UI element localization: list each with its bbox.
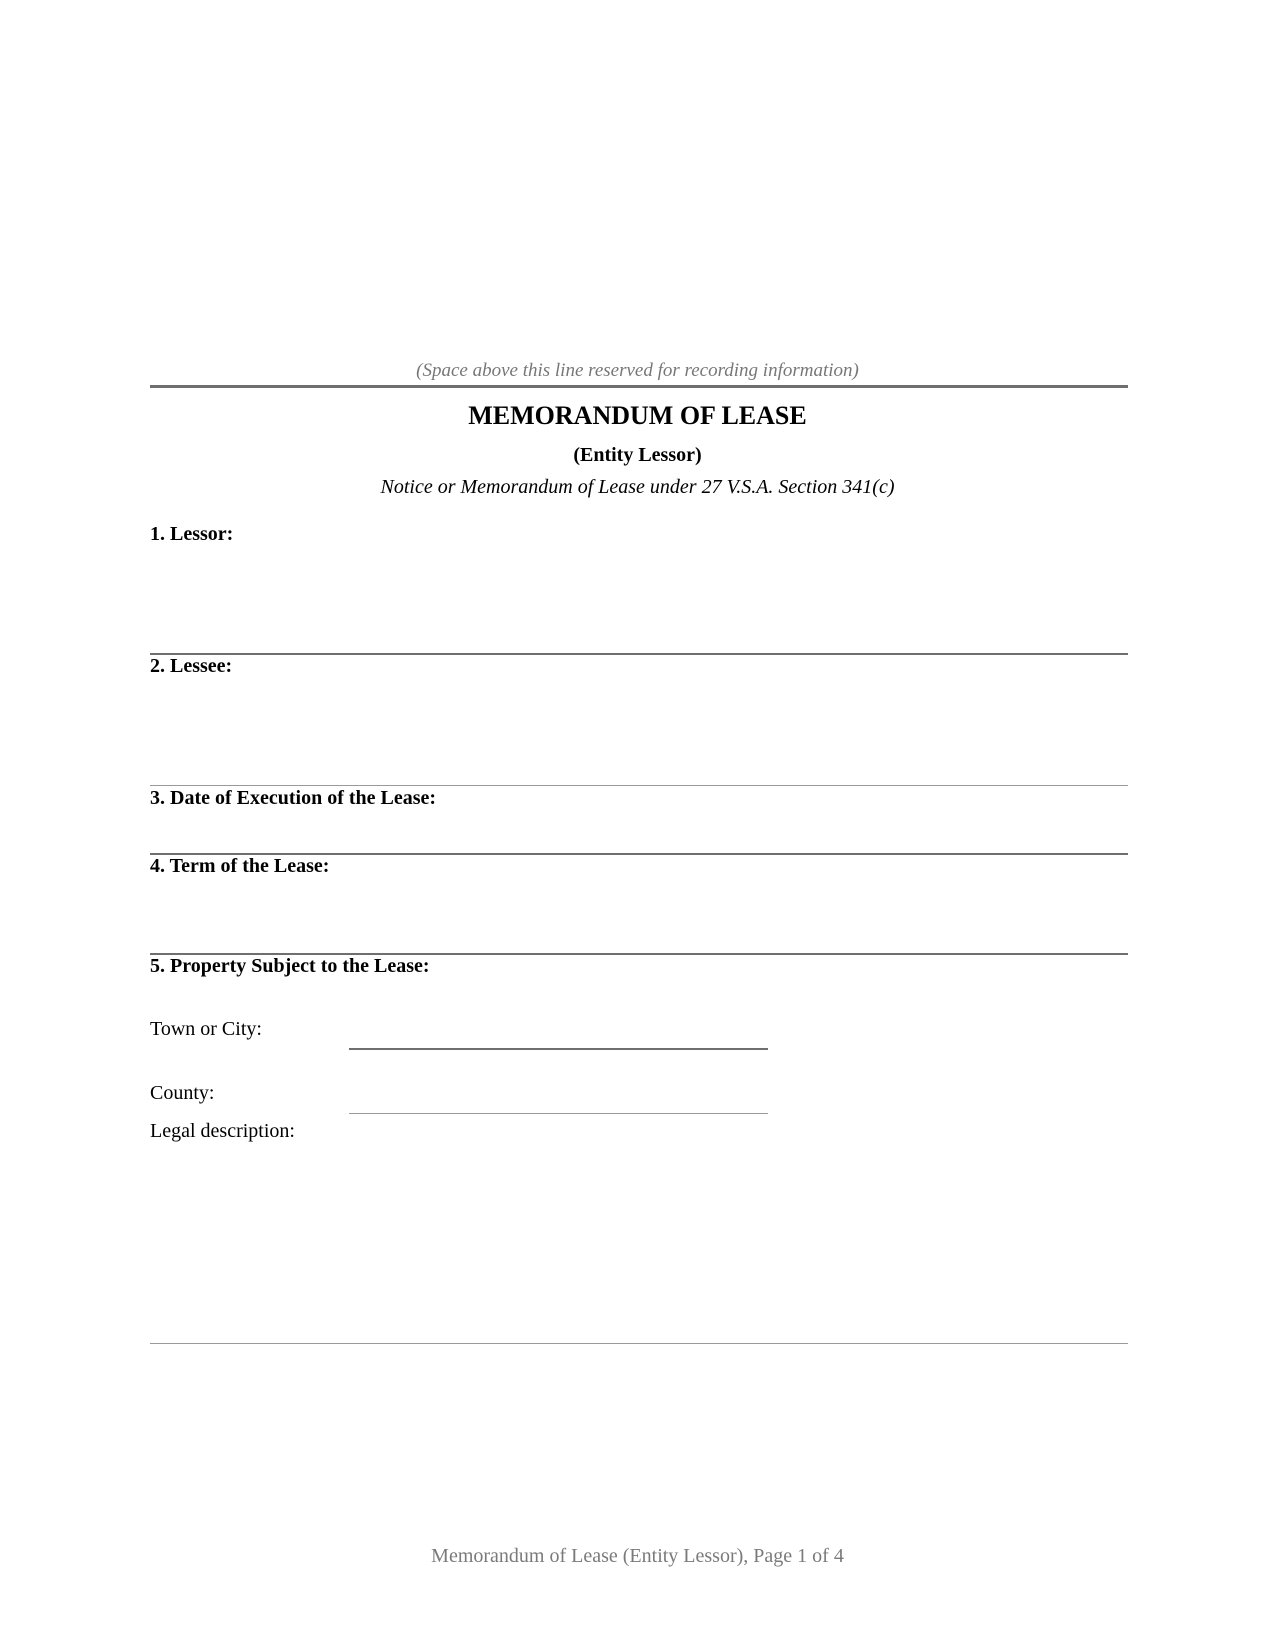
lessor-section-label: 1. Lessor: bbox=[150, 523, 234, 545]
term-entry-area[interactable] bbox=[150, 882, 1128, 952]
lessor-entry-area[interactable] bbox=[150, 550, 1128, 650]
execution-date-entry-area[interactable] bbox=[470, 785, 1128, 851]
town-or-city-field[interactable] bbox=[349, 1048, 768, 1050]
lessor-divider bbox=[150, 653, 1128, 655]
legal-description-entry-area[interactable] bbox=[150, 1150, 1128, 1340]
lessee-section-label: 2. Lessee: bbox=[150, 655, 233, 677]
county-label: County: bbox=[150, 1082, 215, 1104]
document-title: MEMORANDUM OF LEASE bbox=[468, 401, 807, 430]
statutory-notice: Notice or Memorandum of Lease under 27 V.S.A. Section 341(c) bbox=[380, 476, 895, 498]
execution-date-section-label: 3. Date of Execution of the Lease: bbox=[150, 787, 437, 809]
legal-description-label: Legal description: bbox=[150, 1120, 295, 1142]
legal-description-divider bbox=[150, 1343, 1128, 1344]
term-section-label: 4. Term of the Lease: bbox=[150, 855, 330, 877]
recording-space-divider bbox=[150, 385, 1128, 388]
lessee-entry-area[interactable] bbox=[150, 682, 1128, 782]
document-subtitle: (Entity Lessor) bbox=[573, 444, 702, 466]
town-or-city-label: Town or City: bbox=[150, 1018, 262, 1040]
county-field[interactable] bbox=[349, 1113, 768, 1114]
property-section-label: 5. Property Subject to the Lease: bbox=[150, 955, 430, 977]
page-footer: Memorandum of Lease (Entity Lessor), Page 1 of 4 bbox=[431, 1545, 844, 1567]
recording-space-note: (Space above this line reserved for recording information) bbox=[416, 360, 859, 381]
